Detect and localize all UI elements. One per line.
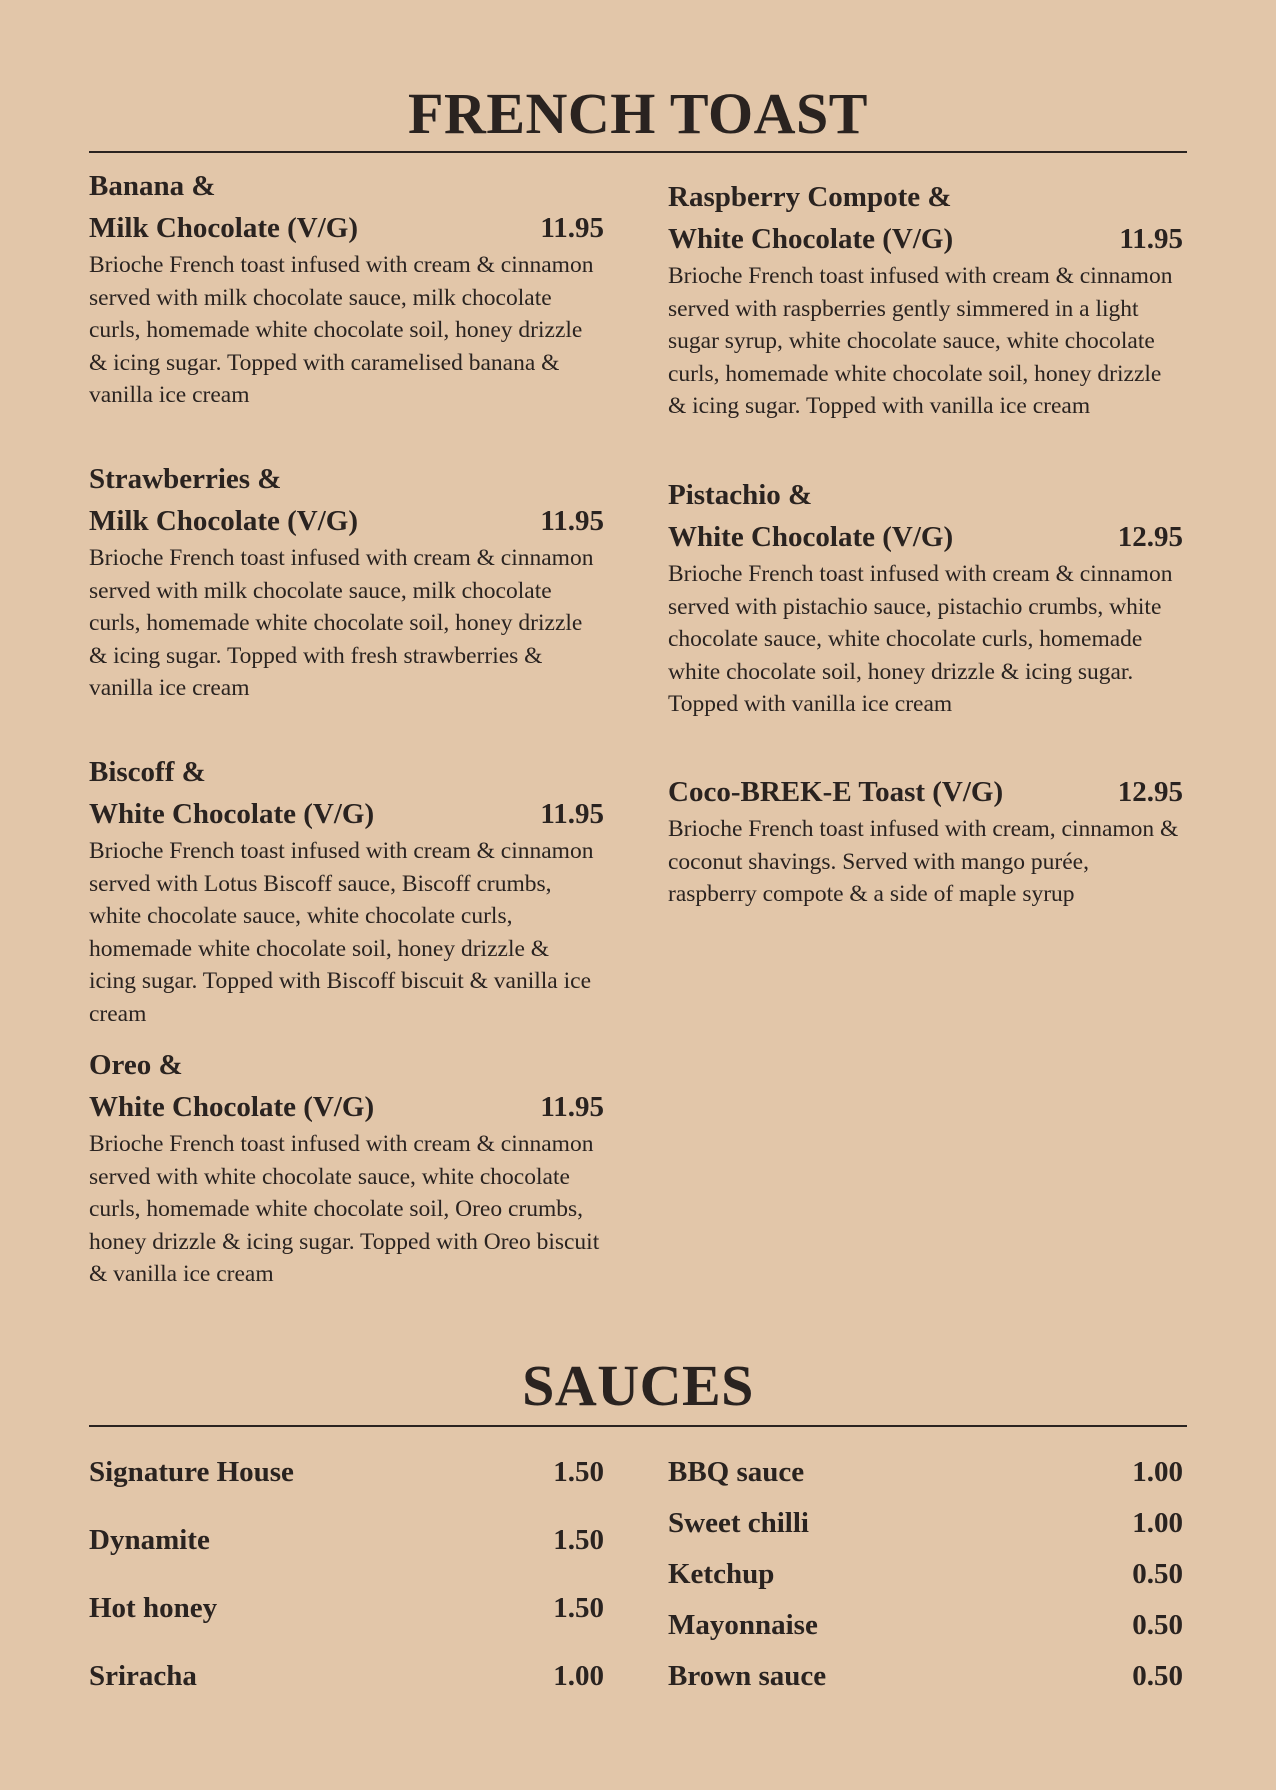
item-price: 12.95 xyxy=(1117,776,1183,808)
menu-item xyxy=(89,458,604,705)
item-name-row xyxy=(89,207,604,249)
sauce-item xyxy=(89,1588,604,1628)
item-name-line2: Milk Chocolate (V/G) xyxy=(89,505,359,537)
sauce-item xyxy=(89,1520,604,1560)
item-price: 11.95 xyxy=(540,1091,604,1123)
item-name-row xyxy=(668,771,1183,813)
item-price: 11.95 xyxy=(540,505,604,537)
item-name-line2: White Chocolate (V/G) xyxy=(89,798,375,830)
sauce-item xyxy=(668,1656,1183,1696)
item-price: 11.95 xyxy=(1119,223,1183,255)
item-name-row xyxy=(89,1086,604,1128)
sauce-price: 0.50 xyxy=(1132,1660,1183,1692)
item-description: Brioche French toast infused with cream & cinnamon served with pistachio sauce, pistachio crumbs, white chocolate sauce, white chocolate curls, homemade white chocolate soil, honey drizzle & icing sugar. Topped with vanilla ice cream xyxy=(668,561,1173,717)
item-price: 11.95 xyxy=(540,798,604,830)
item-price: 11.95 xyxy=(540,212,604,244)
menu-item xyxy=(89,751,604,1030)
sauce-price: 0.50 xyxy=(1132,1609,1183,1641)
sauce-price: 1.50 xyxy=(553,1456,604,1488)
sauce-price: 1.00 xyxy=(1132,1456,1183,1488)
menu-item xyxy=(668,474,1183,721)
menu-item xyxy=(89,1044,604,1291)
sauce-name: Dynamite xyxy=(89,1524,210,1556)
item-name-line2: Milk Chocolate (V/G) xyxy=(89,212,359,244)
item-name-row xyxy=(668,218,1183,260)
sauce-price: 1.50 xyxy=(553,1592,604,1624)
sauce-name: BBQ sauce xyxy=(668,1456,805,1488)
sauce-name: Brown sauce xyxy=(668,1660,827,1692)
item-name-line1: Biscoff & xyxy=(89,756,206,788)
sauce-price: 1.50 xyxy=(553,1524,604,1556)
sauce-name: Hot honey xyxy=(89,1592,218,1624)
sauce-price: 1.00 xyxy=(553,1660,604,1692)
item-name-row xyxy=(89,500,604,542)
item-name-line2: White Chocolate (V/G) xyxy=(668,223,954,255)
sauce-name: Mayonnaise xyxy=(668,1609,818,1641)
sauce-price: 0.50 xyxy=(1132,1558,1183,1590)
french-toast-heading: FRENCH TOAST xyxy=(408,81,868,146)
item-name-line1: Banana & xyxy=(89,170,216,202)
menu-item xyxy=(668,771,1183,911)
item-name-line1: Oreo & xyxy=(89,1049,183,1081)
item-description: Brioche French toast infused with cream & cinnamon served with Lotus Biscoff sauce, Biscoff crumbs, white chocolate sauce, white chocolate curls, homemade white chocolate soil, honey drizzle & icing sugar. Topped with Biscoff biscuit & vanilla ice cream xyxy=(89,838,594,1027)
item-name-line2: White Chocolate (V/G) xyxy=(89,1091,375,1123)
item-name-row xyxy=(89,793,604,835)
item-description: Brioche French toast infused with cream & cinnamon served with milk chocolate sauce, milk chocolate curls, homemade white chocolate soil, honey drizzle & icing sugar. Topped with caramelised banana & vanilla ice cream xyxy=(89,252,594,408)
item-name-line2: White Chocolate (V/G) xyxy=(668,521,954,553)
french-toast-divider xyxy=(89,151,1187,153)
item-price: 12.95 xyxy=(1117,521,1183,553)
item-description: Brioche French toast infused with cream & cinnamon served with white chocolate sauce, white chocolate curls, homemade white chocolate soil, Oreo crumbs, honey drizzle & icing sugar. Topped with Oreo biscuit & vanilla ice cream xyxy=(89,1131,600,1287)
item-name-line1: Strawberries & xyxy=(89,463,282,495)
sauce-item xyxy=(668,1605,1183,1645)
item-description: Brioche French toast infused with cream & cinnamon served with raspberries gently simmered in a light sugar syrup, white chocolate sauce, white chocolate curls, homemade white chocolate soil, honey drizzle & icing sugar. Topped with vanilla ice cream xyxy=(668,263,1173,419)
item-description: Brioche French toast infused with cream & cinnamon served with milk chocolate sauce, milk chocolate curls, homemade white chocolate soil, honey drizzle & icing sugar. Topped with fresh strawberries & vanilla ice cream xyxy=(89,545,594,701)
sauces-divider xyxy=(89,1425,1187,1427)
item-name-row xyxy=(668,516,1183,558)
item-name: Coco-BREK-E Toast (V/G) xyxy=(668,776,1004,808)
sauce-item xyxy=(668,1503,1183,1543)
sauces-heading: SAUCES xyxy=(522,1353,754,1418)
menu-item xyxy=(668,176,1183,423)
sauce-item xyxy=(668,1452,1183,1492)
sauce-item xyxy=(89,1452,604,1492)
menu-item xyxy=(89,165,604,412)
sauce-price: 1.00 xyxy=(1132,1507,1183,1539)
item-description: Brioche French toast infused with cream, cinnamon & coconut shavings. Served with mango purée, raspberry compote & a side of maple syrup xyxy=(668,816,1179,907)
sauce-item xyxy=(89,1656,604,1696)
item-name-line1: Raspberry Compote & xyxy=(668,181,952,213)
sauce-name: Ketchup xyxy=(668,1558,775,1590)
sauce-item xyxy=(668,1554,1183,1594)
sauce-name: Sweet chilli xyxy=(668,1507,809,1539)
sauce-name: Sriracha xyxy=(89,1660,197,1692)
sauce-name: Signature House xyxy=(89,1456,294,1488)
item-name-line1: Pistachio & xyxy=(668,479,813,511)
